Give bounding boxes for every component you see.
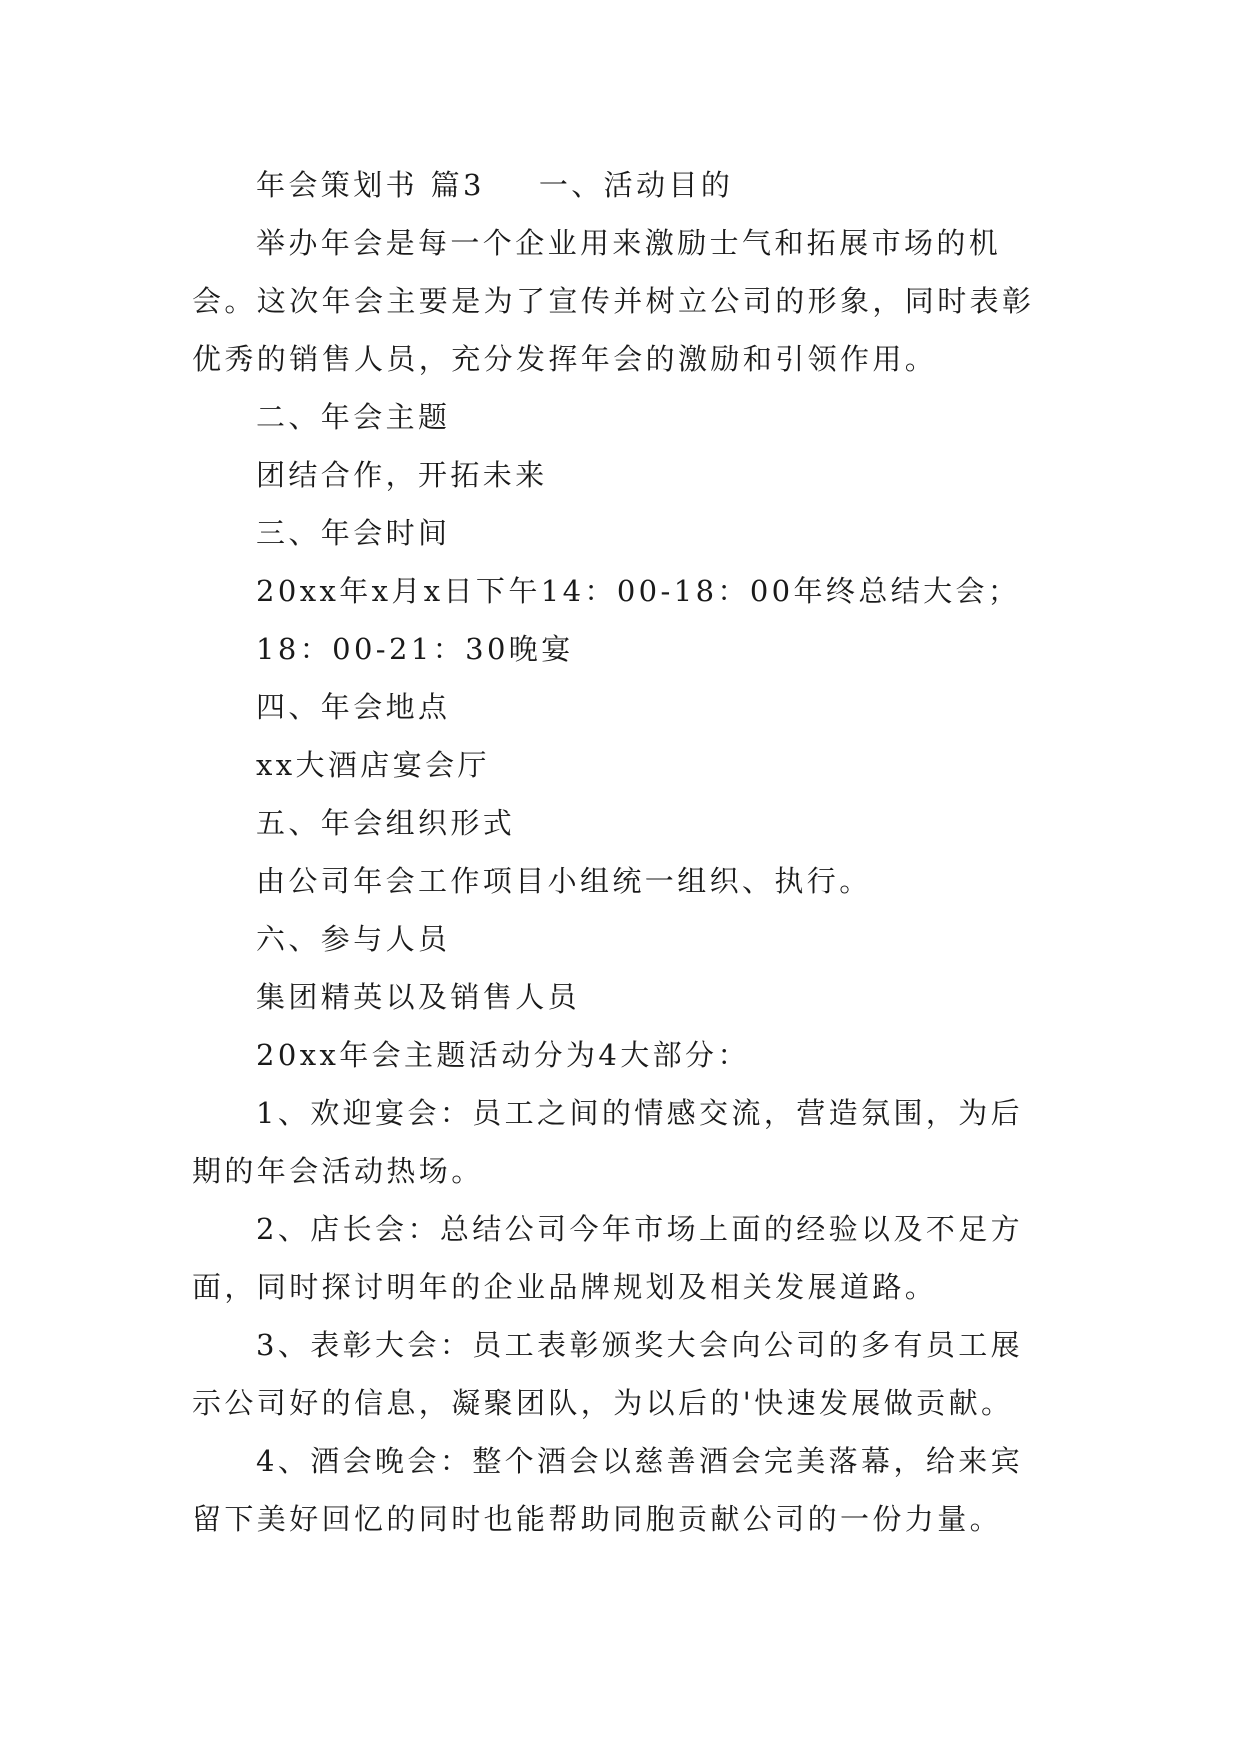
section-heading-5: 五、年会组织形式 — [256, 806, 516, 840]
section-heading-1: 一、活动目的 — [538, 168, 734, 202]
section-heading-6: 六、参与人员 — [256, 922, 451, 956]
section-heading-4: 四、年会地点 — [256, 690, 451, 724]
theme-text: 团结合作，开拓未来 — [256, 458, 548, 492]
paragraph-purpose-line-2: 会。这次年会主要是为了宣传并树立公司的形象，同时表彰 — [192, 284, 1035, 318]
item-2-line-1: 2、店长会：总结公司今年市场上面的经验以及不足方 — [256, 1212, 1024, 1246]
location-text: xx大酒店宴会厅 — [256, 748, 490, 782]
document-title: 年会策划书 篇3 — [256, 168, 485, 202]
paragraph-purpose-line-1: 举办年会是每一个企业用来激励士气和拓展市场的机 — [256, 226, 1002, 260]
section-heading-2: 二、年会主题 — [256, 400, 451, 434]
item-1-line-1: 1、欢迎宴会：员工之间的情感交流，营造氛围，为后 — [256, 1096, 1024, 1130]
participants-text: 集团精英以及销售人员 — [256, 980, 581, 1014]
parts-intro: 20xx年会主题活动分为4大部分： — [256, 1038, 750, 1072]
organization-text: 由公司年会工作项目小组统一组织、执行。 — [256, 864, 872, 898]
item-1-line-2: 期的年会活动热场。 — [192, 1154, 484, 1188]
section-heading-3: 三、年会时间 — [256, 516, 451, 550]
paragraph-purpose-line-3: 优秀的销售人员，充分发挥年会的激励和引领作用。 — [192, 342, 938, 376]
item-2-line-2: 面，同时探讨明年的企业品牌规划及相关发展道路。 — [192, 1270, 938, 1304]
title-line — [192, 156, 1052, 214]
item-3-line-2: 示公司好的信息，凝聚团队，为以后的'快速发展做贡献。 — [192, 1386, 1014, 1420]
item-4-line-1: 4、酒会晚会：整个酒会以慈善酒会完美落幕，给来宾 — [256, 1444, 1024, 1478]
time-line-1: 20xx年x月x日下午14：00-18：00年终总结大会； — [256, 574, 1021, 608]
time-line-2: 18：00-21：30晚宴 — [256, 632, 574, 666]
item-3-line-1: 3、表彰大会：员工表彰颁奖大会向公司的多有员工展 — [256, 1328, 1024, 1362]
item-4-line-2: 留下美好回忆的同时也能帮助同胞贡献公司的一份力量。 — [192, 1502, 1003, 1536]
document-body — [192, 156, 1052, 1548]
